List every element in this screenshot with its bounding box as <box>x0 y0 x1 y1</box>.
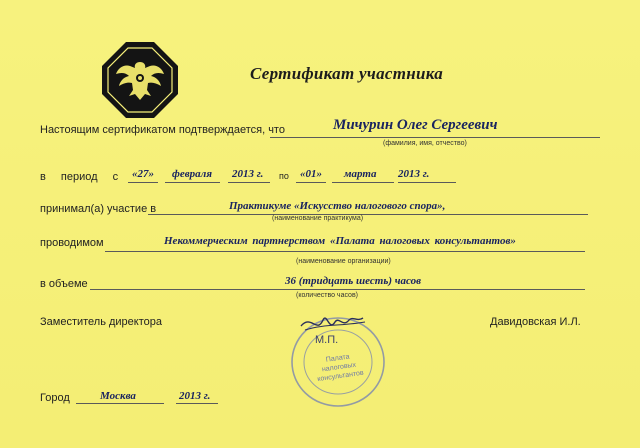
end-year: 2013 г. <box>398 168 430 180</box>
hours-caption: (количество часов) <box>296 292 358 299</box>
organization-caption: (наименование организации) <box>296 258 391 265</box>
start-year: 2013 г. <box>232 168 264 180</box>
year-value: 2013 г. <box>179 390 211 402</box>
end-year-line <box>398 182 456 183</box>
signer-name: Давидовская И.Л. <box>490 316 581 328</box>
name-caption: (фамилия, имя, отчество) <box>383 140 467 147</box>
end-day-line <box>296 182 326 183</box>
official-stamp <box>283 310 393 410</box>
start-day-line <box>128 182 158 183</box>
participated-label: принимал(а) участие в <box>40 203 157 215</box>
emblem-logo <box>100 40 180 120</box>
year-line <box>176 403 218 404</box>
end-month: марта <box>344 168 377 180</box>
organization-name: Некоммерческим партнерством «Палата налоговых консультантов» <box>164 235 516 247</box>
city-label: Город <box>40 392 70 404</box>
hours-line <box>90 289 585 290</box>
practicum-line <box>148 214 588 215</box>
start-month-line <box>165 182 220 183</box>
participant-name: Мичурин Олег Сергеевич <box>333 117 498 133</box>
signer-title: Заместитель директора <box>40 316 162 328</box>
city-line <box>76 403 164 404</box>
stamp-text: Палата налоговых консультантов <box>316 353 365 384</box>
city-value: Москва <box>100 390 136 402</box>
practicum-caption: (наименование практикума) <box>272 215 364 222</box>
to-label: по <box>279 171 289 181</box>
volume-label: в объеме <box>40 278 88 290</box>
stamp-label: М.П. <box>315 334 339 346</box>
start-day: «27» <box>132 168 154 180</box>
organizer-label: проводимом <box>40 237 104 249</box>
end-month-line <box>332 182 394 183</box>
certificate-title: Сертификат участника <box>250 64 444 83</box>
organization-line <box>105 251 585 252</box>
period-label: в период с <box>40 171 119 183</box>
start-month: февраля <box>172 168 212 180</box>
practicum-name: Практикуме «Искусство налогового спора», <box>229 200 446 212</box>
confirm-label: Настоящим сертификатом подтверждается, что <box>40 124 285 136</box>
name-line <box>270 137 600 138</box>
start-year-line <box>228 182 270 183</box>
end-day: «01» <box>300 168 322 180</box>
hours-value: 36 (тридцать шесть) часов <box>285 275 422 287</box>
eagle-emblem-icon <box>100 40 180 120</box>
